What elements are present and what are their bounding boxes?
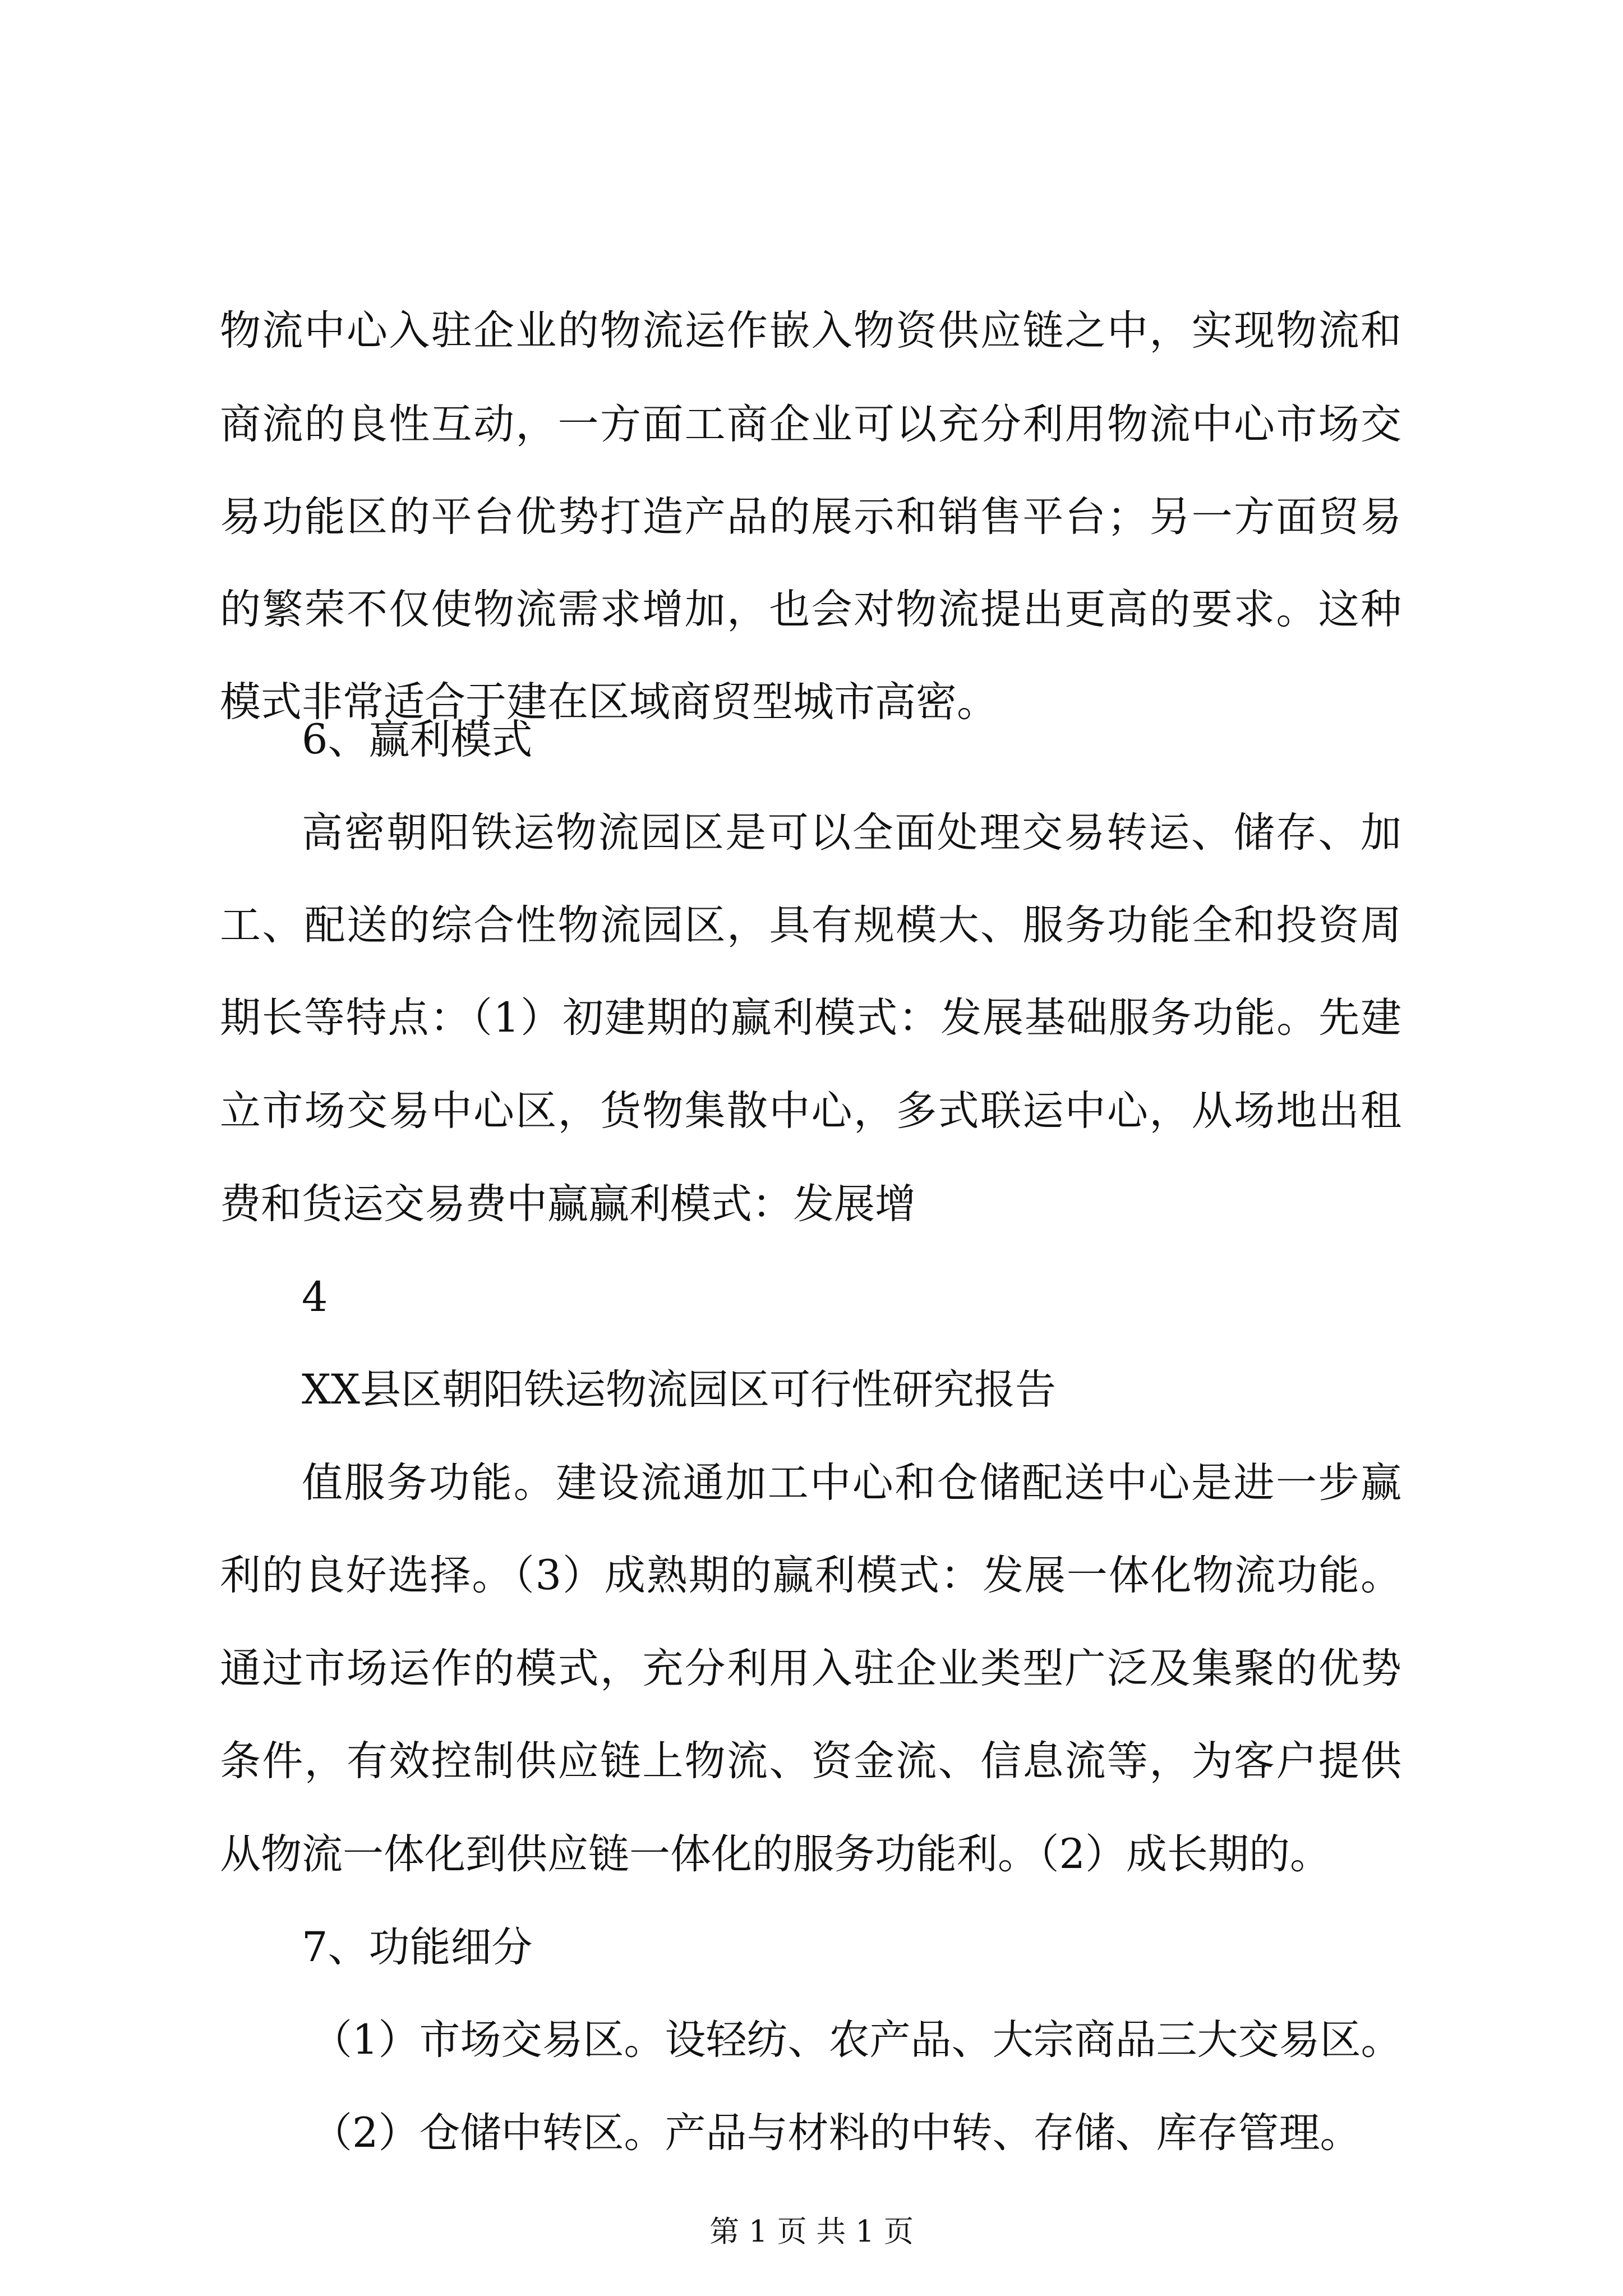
list-item: （2）仓储中转区。产品与材料的中转、存储、库存管理。 [311,2109,1361,2157]
body-text-line: 的繁荣不仅使物流需求增加，也会对物流提出更高的要求。这种 [220,586,1401,633]
body-text-line: 物流中心入驻企业的物流运作嵌入物资供应链之中，实现物流和 [220,307,1401,355]
body-text-line: 值服务功能。建设流通加工中心和仓储配送中心是进一步赢 [302,1459,1401,1507]
document-title: XX县区朝阳铁运物流园区可行性研究报告 [302,1366,1056,1414]
body-text-line: 模式非常适合于建在区域商贸型城市高密。 [220,678,998,726]
body-text-line: 期长等特点：（1）初建期的赢利模式：发展基础服务功能。先建 [220,994,1401,1042]
body-text-line: 高密朝阳铁运物流园区是可以全面处理交易转运、储存、加 [302,809,1401,857]
body-text-line: 从物流一体化到供应链一体化的服务功能利。（2）成长期的。 [220,1830,1331,1878]
body-text-line: 工、配送的综合性物流园区，具有规模大、服务功能全和投资周 [220,901,1401,949]
body-text-line: 通过市场运作的模式，充分利用入驻企业类型广泛及集聚的优势 [220,1645,1401,1692]
body-text-line: 易功能区的平台优势打造产品的展示和销售平台；另一方面贸易 [220,493,1401,541]
list-item: （1）市场交易区。设轻纺、农产品、大宗商品三大交易区。 [311,2016,1402,2064]
body-text-line: 利的良好选择。（3）成熟期的赢利模式：发展一体化物流功能。 [220,1552,1401,1599]
page-number-in-text: 4 [302,1273,328,1321]
body-text-line: 立市场交易中心区，货物集散中心，多式联运中心，从场地出租 [220,1087,1401,1135]
section-heading: 7、功能细分 [302,1924,533,1971]
body-text-line: 商流的良性互动，一方面工商企业可以充分利用物流中心市场交 [220,401,1401,448]
body-text-line: 费和货运交易费中赢赢利模式：发展增 [220,1180,916,1228]
section-heading: 6、赢利模式 [302,716,533,763]
page-footer: 第 1 页 共 1 页 [709,2215,914,2249]
body-text-line: 条件，有效控制供应链上物流、资金流、信息流等，为客户提供 [220,1737,1401,1785]
